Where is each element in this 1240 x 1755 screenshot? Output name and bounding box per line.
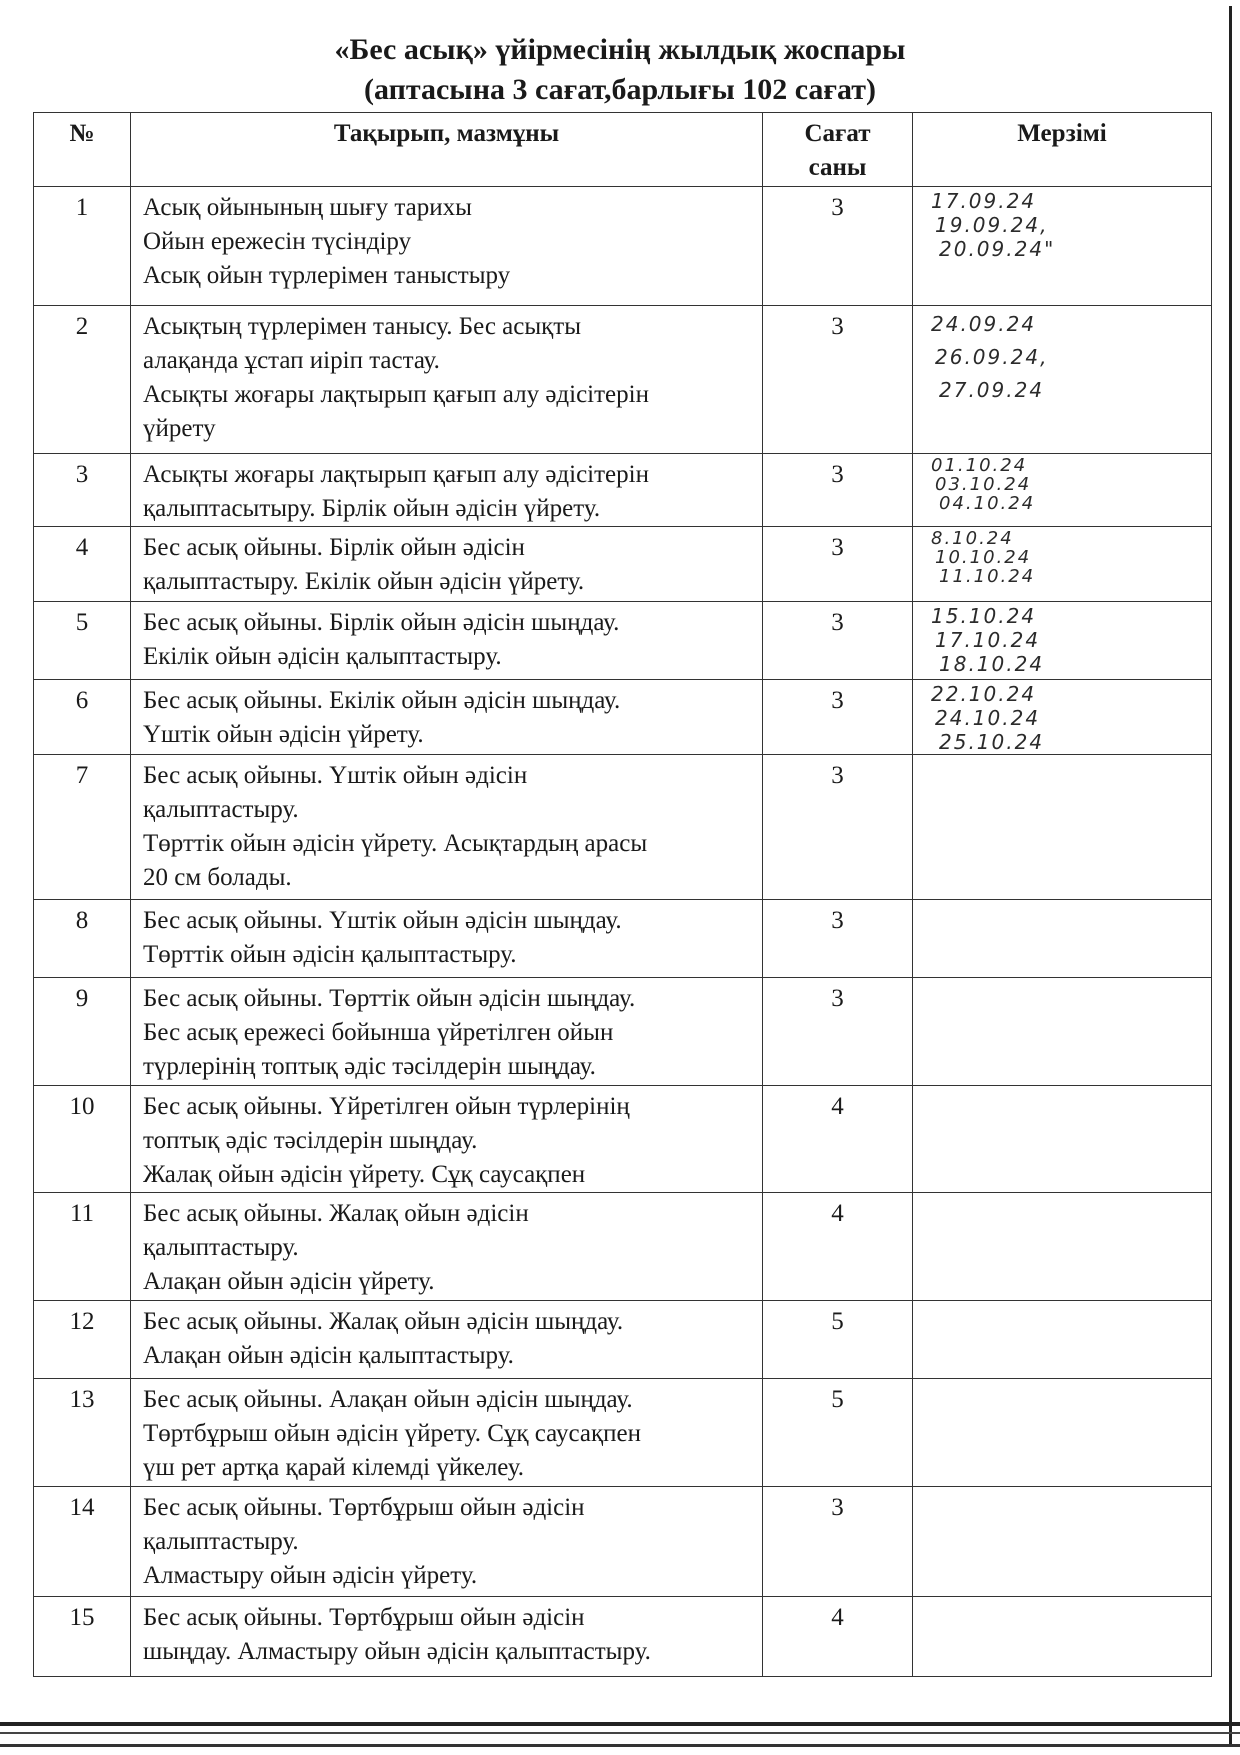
row-hours: 3 (763, 680, 913, 755)
row-number: 8 (34, 900, 131, 978)
row-number: 15 (34, 1597, 131, 1677)
header-hours (763, 113, 913, 187)
topic-line: қалыптастыру. Екілік ойын әдісін үйрету. (143, 568, 585, 595)
topic-line: Ойын ережесін түсіндіру (143, 228, 412, 255)
row-number: 9 (34, 978, 131, 1086)
title-line-2: (аптасына 3 сағат,барлығы 102 сағат) (363, 73, 876, 106)
row-hours: 4 (763, 1086, 913, 1193)
topic-line: Асық ойын түрлерімен таныстыру (143, 262, 511, 289)
topic-line: Бес асық ойыны. Төртбұрыш ойын әдісін (143, 1604, 585, 1631)
row-number: 2 (34, 306, 131, 454)
topic-line: Асықты жоғары лақтырып қағып алу әдісітерін (143, 461, 649, 488)
row-number: 5 (34, 602, 131, 680)
topic-line: үйрету (143, 415, 216, 442)
topic-line: Төрттік ойын әдісін үйрету. Асықтардың арасы (143, 830, 648, 857)
row-topic (131, 602, 763, 680)
row-dates (913, 1597, 1212, 1677)
row-hours: 3 (763, 900, 913, 978)
topic-line: Екілік ойын әдісін қалыптастыру. (143, 643, 502, 670)
handwritten-date: 01.10.24 (931, 455, 1028, 476)
row-dates (913, 1379, 1212, 1487)
row-hours: 3 (763, 306, 913, 454)
topic-line: қалыптастыру. (143, 1528, 299, 1555)
topic-line: қалыптастыру. (143, 796, 299, 823)
row-number: 6 (34, 680, 131, 755)
header-number: № (34, 113, 131, 187)
row-dates (913, 527, 1212, 602)
row-dates (913, 1487, 1212, 1597)
row-topic (131, 306, 763, 454)
row-topic (131, 1301, 763, 1379)
handwritten-date: 20.09.24" (939, 237, 1056, 261)
header-row (34, 113, 1212, 187)
topic-line: Бес асық ойыны. Бірлік ойын әдісін шыңдау. (143, 609, 620, 636)
topic-line: 20 см болады. (143, 864, 292, 891)
row-topic (131, 978, 763, 1086)
title-line-1: «Бес асық» үйірмесінің жылдық жоспары (334, 33, 906, 66)
topic-line: Алмастыру ойын әдісін үйрету. (143, 1562, 478, 1589)
topic-line: алақанда ұстап иіріп тастау. (143, 347, 440, 374)
row-dates (913, 1086, 1212, 1193)
row-hours: 3 (763, 187, 913, 306)
bottom-border (0, 1744, 1240, 1747)
row-dates (913, 900, 1212, 978)
topic-line: Бес асық ережесі бойынша үйретілген ойын (143, 1019, 614, 1046)
header-hours-line-2: саны (808, 154, 867, 181)
row-number: 7 (34, 755, 131, 900)
topic-line: Асықтың түрлерімен танысу. Бес асықты (143, 313, 582, 340)
table-row (34, 306, 1212, 454)
row-hours: 5 (763, 1379, 913, 1487)
topic-line: шыңдау. Алмастыру ойын әдісін қалыптастыру. (143, 1638, 651, 1665)
handwritten-date: 24.10.24 (935, 706, 1041, 730)
handwritten-date: 8.10.24 (931, 528, 1014, 549)
handwritten-date: 03.10.24 (935, 474, 1032, 495)
bottom-border (0, 1722, 1240, 1726)
topic-line: Бес асық ойыны. Төрттік ойын әдісін шыңдау. (143, 985, 636, 1012)
annual-plan-table (33, 112, 1212, 1677)
topic-line: Төртбұрыш ойын әдісін үйрету. Сұқ саусақпен (143, 1420, 641, 1447)
header-hours-line-1: Сағат (804, 120, 871, 147)
row-hours: 5 (763, 1301, 913, 1379)
topic-line: Бес асық ойыны. Екілік ойын әдісін шыңдау. (143, 687, 621, 714)
table-row (34, 1193, 1212, 1301)
row-dates (913, 454, 1212, 527)
row-number: 11 (34, 1193, 131, 1301)
topic-line: үш рет артқа қарай кілемді үйкелеу. (143, 1454, 525, 1481)
row-dates (913, 602, 1212, 680)
table-row (34, 1379, 1212, 1487)
handwritten-date: 25.10.24 (939, 730, 1045, 754)
row-topic (131, 900, 763, 978)
handwritten-date: 17.10.24 (935, 628, 1041, 652)
table-row (34, 978, 1212, 1086)
row-topic (131, 1193, 763, 1301)
topic-line: Бес асық ойыны. Үйретілген ойын түрлерінің (143, 1093, 630, 1120)
row-dates (913, 978, 1212, 1086)
topic-line: Жалақ ойын әдісін үйрету. Сұқ саусақпен (143, 1161, 586, 1188)
table-row (34, 755, 1212, 900)
topic-line: Үштік ойын әдісін үйрету. (143, 721, 424, 748)
topic-line: Алақан ойын әдісін үйрету. (143, 1268, 435, 1295)
topic-line: топтық әдіс тәсілдерін шыңдау. (143, 1127, 478, 1154)
topic-line: Алақан ойын әдісін қалыптастыру. (143, 1342, 514, 1369)
handwritten-date: 26.09.24, (935, 345, 1049, 369)
row-hours: 4 (763, 1193, 913, 1301)
topic-line: Бес асық ойыны. Үштік ойын әдісін (143, 762, 528, 789)
row-dates (913, 187, 1212, 306)
document-title (0, 30, 1240, 110)
handwritten-date: 19.09.24, (935, 213, 1049, 237)
header-topic: Тақырып, мазмұны (131, 113, 763, 187)
row-topic (131, 1597, 763, 1677)
table-row (34, 187, 1212, 306)
table-row (34, 680, 1212, 755)
topic-line: түрлерінің топтық әдіс тәсілдерін шыңдау. (143, 1053, 596, 1080)
topic-line: Төрттік ойын әдісін қалыптастыру. (143, 941, 517, 968)
handwritten-date: 15.10.24 (931, 604, 1037, 628)
row-dates (913, 1193, 1212, 1301)
topic-line: Бес асық ойыны. Алақан ойын әдісін шыңдау. (143, 1386, 633, 1413)
row-number: 4 (34, 527, 131, 602)
row-hours: 3 (763, 454, 913, 527)
topic-line: Асықты жоғары лақтырып қағып алу әдісітерін (143, 381, 649, 408)
row-number: 14 (34, 1487, 131, 1597)
table-row (34, 1301, 1212, 1379)
row-hours: 3 (763, 527, 913, 602)
row-hours: 3 (763, 755, 913, 900)
handwritten-date: 18.10.24 (939, 652, 1045, 676)
table-row (34, 1597, 1212, 1677)
row-number: 10 (34, 1086, 131, 1193)
row-hours: 3 (763, 1487, 913, 1597)
topic-line: Бес асық ойыны. Жалақ ойын әдісін (143, 1200, 529, 1227)
row-topic (131, 1086, 763, 1193)
topic-line: Бес асық ойыны. Бірлік ойын әдісін (143, 534, 525, 561)
row-dates (913, 306, 1212, 454)
table-row (34, 1086, 1212, 1193)
topic-line: Бес асық ойыны. Төртбұрыш ойын әдісін (143, 1494, 585, 1521)
table-row (34, 1487, 1212, 1597)
row-dates (913, 1301, 1212, 1379)
row-topic (131, 1379, 763, 1487)
row-dates (913, 755, 1212, 900)
row-number: 13 (34, 1379, 131, 1487)
table-row (34, 454, 1212, 527)
row-hours: 4 (763, 1597, 913, 1677)
row-number: 3 (34, 454, 131, 527)
handwritten-date: 24.09.24 (931, 312, 1037, 336)
handwritten-date: 17.09.24 (931, 189, 1037, 213)
row-topic (131, 187, 763, 306)
row-dates (913, 680, 1212, 755)
handwritten-date: 27.09.24 (939, 378, 1045, 402)
row-topic (131, 755, 763, 900)
table-body (34, 187, 1212, 1677)
row-topic (131, 680, 763, 755)
topic-line: Бес асық ойыны. Үштік ойын әдісін шыңдау. (143, 907, 622, 934)
header-dates: Мерзімі (913, 113, 1212, 187)
topic-line: Асық ойынының шығу тарихы (143, 194, 472, 221)
row-hours: 3 (763, 978, 913, 1086)
handwritten-date: 04.10.24 (939, 493, 1036, 514)
topic-line: Бес асық ойыны. Жалақ ойын әдісін шыңдау. (143, 1308, 624, 1335)
handwritten-date: 11.10.24 (939, 566, 1036, 587)
handwritten-date: 22.10.24 (931, 682, 1037, 706)
row-topic (131, 454, 763, 527)
topic-line: қалыптасытыру. Бірлік ойын әдісін үйрету. (143, 495, 601, 522)
table-row (34, 527, 1212, 602)
row-hours: 3 (763, 602, 913, 680)
row-topic (131, 527, 763, 602)
row-topic (131, 1487, 763, 1597)
row-number: 12 (34, 1301, 131, 1379)
table-row (34, 900, 1212, 978)
bottom-border (0, 1732, 1240, 1734)
table-row (34, 602, 1212, 680)
topic-line: қалыптастыру. (143, 1234, 299, 1261)
row-number: 1 (34, 187, 131, 306)
handwritten-date: 10.10.24 (935, 547, 1032, 568)
